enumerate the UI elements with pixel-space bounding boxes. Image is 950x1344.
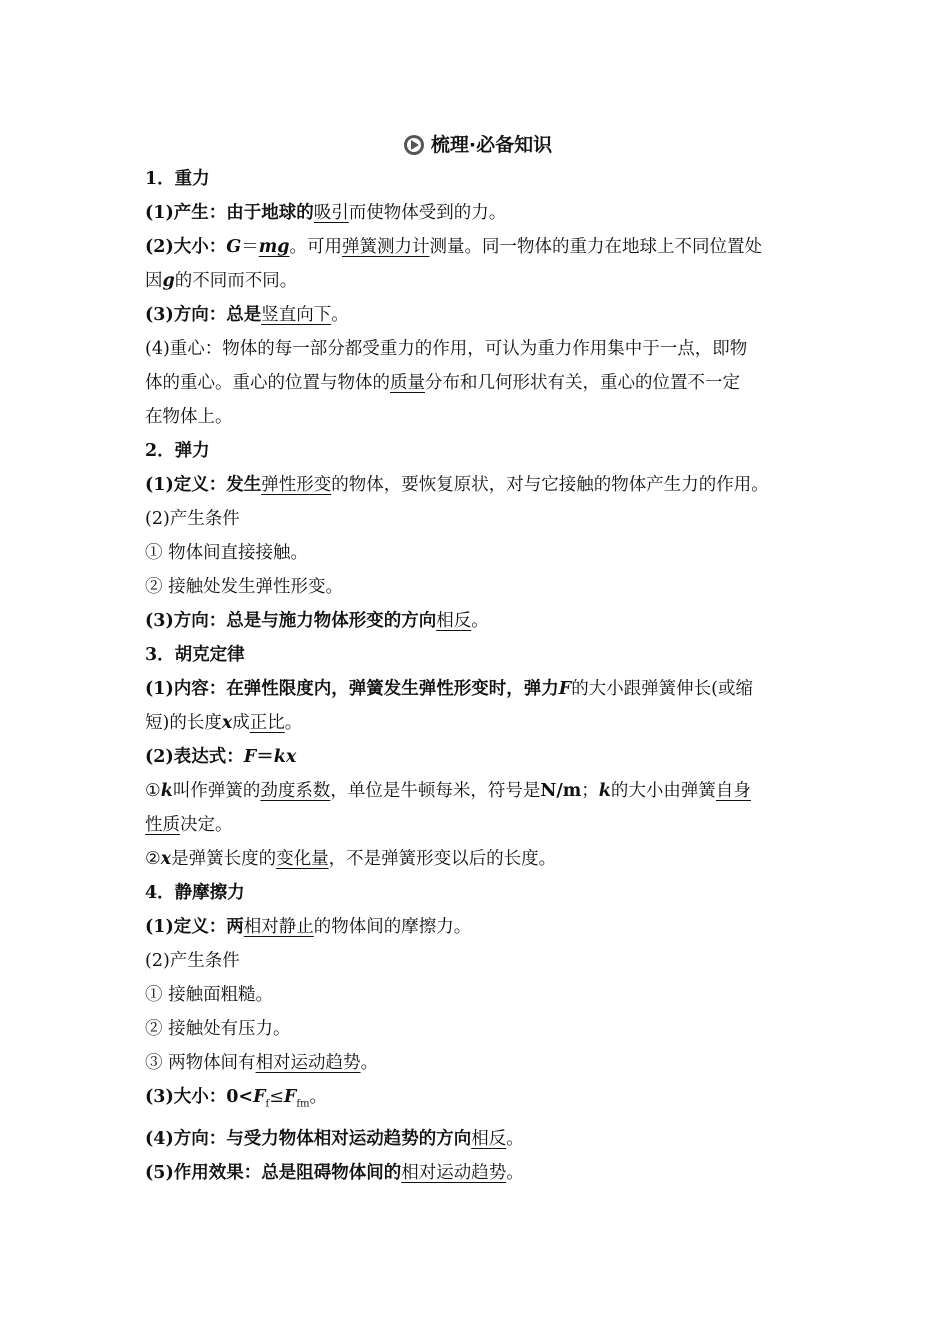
hooke-k-cont: 性质决定。 <box>145 815 233 835</box>
friction-condition-2: ② 接触处有压力。 <box>145 1019 291 1039</box>
heading-hooke: 3．胡克定律 <box>145 645 245 665</box>
elastic-direction: (3)方向：总是与施力物体形变的方向相反。 <box>145 611 489 631</box>
section-header <box>145 128 810 162</box>
friction-magnitude: (3)大小：$0<F_f\le F_{fm}$。 <box>145 1087 328 1110</box>
elastic-definition: (1)定义：发生弹性形变的物体，要恢复原状，对与它接触的物体产生力的作用。 <box>145 475 769 495</box>
hooke-content-cont: 短)的长度x成正比。 <box>145 713 303 733</box>
hooke-content: (1)内容：在弹性限度内，弹簧发生弹性形变时，弹力F的大小跟弹簧伸长(或缩 <box>145 679 754 699</box>
gravity-magnitude-cont: 因g的不同而不同。 <box>145 271 298 291</box>
hooke-formula: (2)表达式：F＝kx <box>145 747 297 767</box>
gravity-direction: (3)方向：总是竖直向下。 <box>145 305 349 325</box>
friction-direction: (4)方向：与受力物体相对运动趋势的方向相反。 <box>145 1128 524 1149</box>
elastic-condition-2: ② 接触处发生弹性形变。 <box>145 577 344 597</box>
gravity-origin: (1)产生：由于地球的吸引而使物体受到的力。 <box>145 203 507 223</box>
heading-elastic: 2．弹力 <box>145 441 210 461</box>
gravity-center-end: 在物体上。 <box>145 407 233 427</box>
hooke-x: ②x是弹簧长度的变化量，不是弹簧形变以后的长度。 <box>145 849 557 869</box>
play-icon <box>403 134 425 156</box>
friction-effect: (5)作用效果：总是阻碍物体间的相对运动趋势。 <box>145 1162 524 1183</box>
friction-conditions: (2)产生条件 <box>145 951 240 971</box>
elastic-conditions: (2)产生条件 <box>145 509 240 529</box>
hooke-k: ①k叫作弹簧的劲度系数，单位是牛顿每米，符号是N/m；k的大小由弹簧自身 <box>145 781 751 801</box>
header-title: 梳理·必备知识 <box>430 134 553 156</box>
gravity-center-cont: 体的重心。重心的位置与物体的质量分布和几何形状有关，重心的位置不一定 <box>145 373 740 393</box>
elastic-condition-1: ① 物体间直接接触。 <box>145 543 309 563</box>
heading-static-friction: 4．静摩擦力 <box>145 883 245 903</box>
friction-definition: (1)定义：两相对静止的物体间的摩擦力。 <box>145 917 472 937</box>
friction-condition-3: ③ 两物体间有相对运动趋势。 <box>145 1053 379 1073</box>
gravity-magnitude: (2)大小：G＝mg。可用弹簧测力计测量。同一物体的重力在地球上不同位置处 <box>145 237 762 257</box>
gravity-center: (4)重心：物体的每一部分都受重力的作用，可认为重力作用集中于一点，即物 <box>145 339 748 359</box>
heading-gravity: 1．重力 <box>145 169 210 189</box>
friction-condition-1: ① 接触面粗糙。 <box>145 985 274 1005</box>
document-page <box>145 128 810 1190</box>
